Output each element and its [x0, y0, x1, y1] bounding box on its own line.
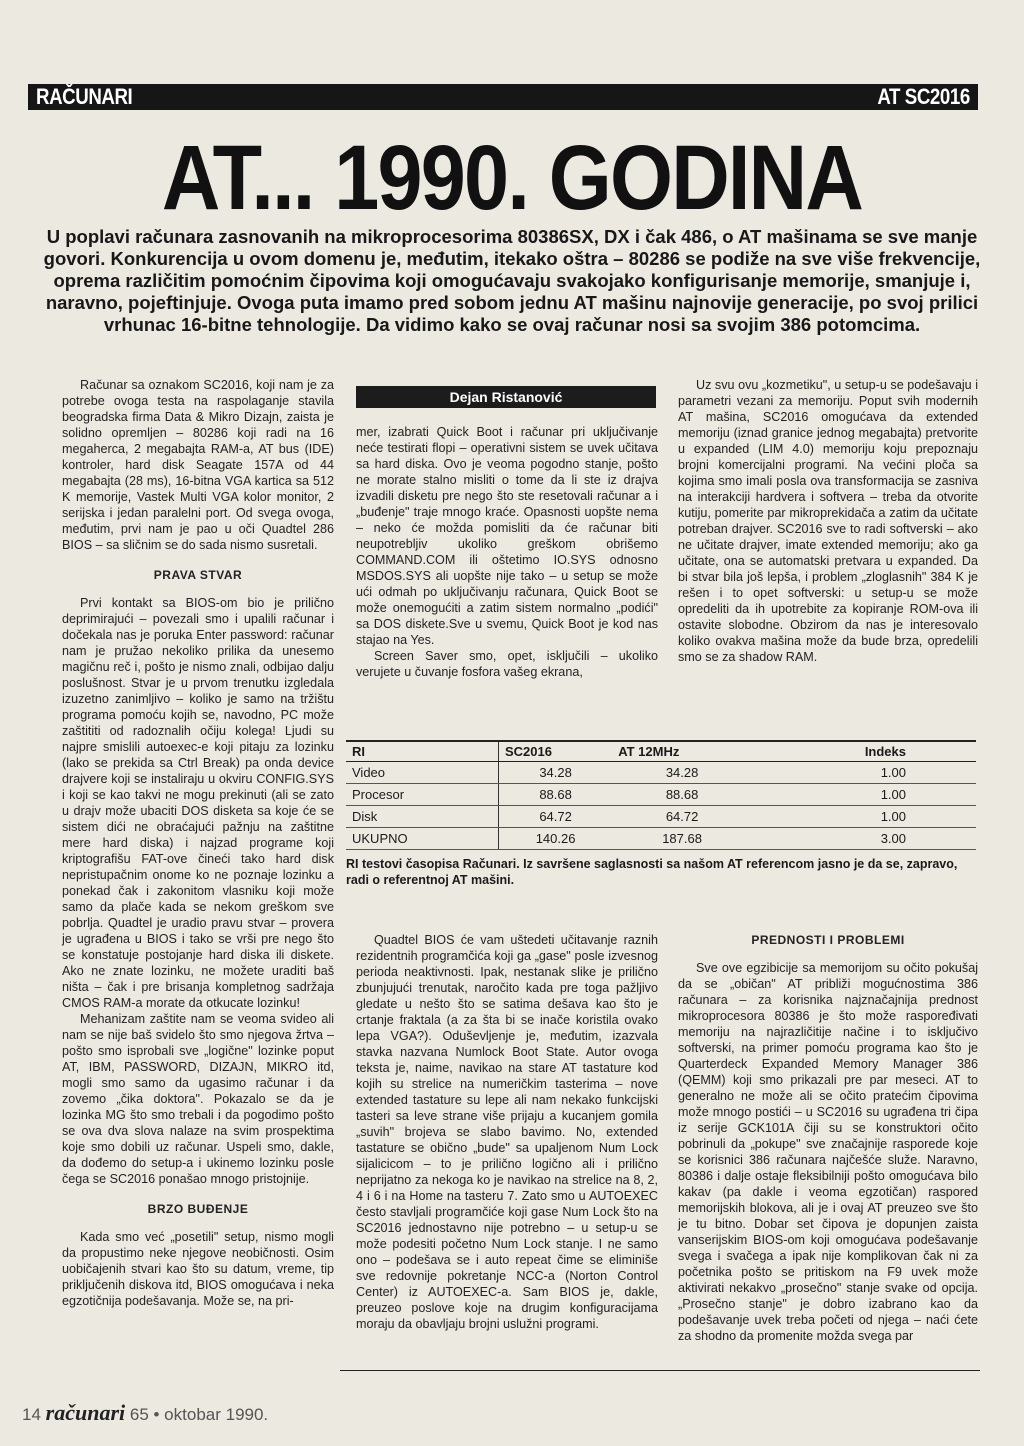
author-byline: Dejan Ristanović	[356, 386, 656, 408]
table-header: Indeks	[752, 741, 976, 762]
table-cell: 187.68	[612, 828, 752, 850]
issue-info: 65 • oktobar 1990.	[129, 1405, 269, 1424]
paragraph: Kada smo već „posetili" setup, nismo mogli da propustimo neke njegove neobičnosti. Osim uobičajenih stvari kao što su datum, vreme, tip priključenih diskova itd, BIOS omogućava i neka egzotičnija podešavanja. Može se, na pri-	[62, 1230, 334, 1308]
table-row	[346, 828, 976, 850]
subheading: PRAVA STVAR	[153, 568, 243, 582]
paragraph: Mehanizam zaštite nam se veoma svideo ali nam se nije baš svidelo što smo njegova žrtva – pošto smo isprobali sve „logične" lozinke poput AT, IBM, PASSWORD, DIZAJN, MIKRO itd, mogli smo samo da ugasimo računar i da zovemo „čika doktora". Pokazalo se da je lozinka MG što smo trebali i da pogodimo pošto se ova dva slova nalaze na svim prospektima koje smo dobili uz računar. Uspeli smo, dakle, da dođemo do setup-a i ukinemo lozinku posle čega se SC2016 ponašao mnogo pristojnije.	[62, 1012, 334, 1186]
table-cell: 64.72	[612, 806, 752, 828]
table-cell: 3.00	[752, 828, 976, 850]
article-lead: U poplavi računara zasnovanih na mikroprocesorima 80386SX, DX i čak 486, o AT mašinama se sve manje govori. Konkurencija u ovom domenu je, međutim, itekako oštra – 80286 se podiže na sve više frekvencije, oprema različitim pomoćnim čipovima koji omogućavaju svakojako konfigurisanje memorije, smanjuje i, naravno, pojeftinjuje. Ovoga puta imamo pred sobom jednu AT mašinu najnovije generacije, po svoj prilici vrhunac 16-bitne tehnologije. Da vidimo kako se ovaj računar nosi sa svojim 386 potomcima.	[43, 226, 981, 335]
benchmark-table	[346, 740, 976, 850]
column-1	[62, 377, 334, 1309]
table-header: SC2016	[499, 741, 613, 762]
paragraph: Prvi kontakt sa BIOS-om bio je prilično deprimirajući – povezali smo i upalili računar i dočekala nas je poruka Enter password: računar nam je pružao nekoliko prilika da unesemo magičnu reč i, pošto je nismo znali, odbijao dalju poslušnost. Stvar je u prvom trenutku izgledala izuzetno zanimljivo – koliko je samo na tržištu programa pomoću kojih se, navodno, PC može zaštititi od radoznalih očiju kolega! Ljudi su najpre smislili autoexec-e koji pitaju za lozinku (lako se prekida sa Ctrl Break) pa onda device drajvere koji se instaliraju u okviru CONFIG.SYS i koji se kao takvi ne mogu prekinuti (ali se zato u drajv može ubaciti DOS disketa sa koje će se sistem dići ne obraćajući pažnju na zaštitne mere hard diska) i najzad programe koji kriptografišu FAT-ove čineći tako hard disk nepristupačnim onome ko ne poznaje lozinku a ponekad čak i zakonitom vlasniku koji može samo da plače kada se nekom greškom sve pobrlja. Quadtel je uradio pravu stvar – provera je ugrađena u BIOS i tako se vrši pre nego što se konstatuje postojanje hard diska ili diskete. Ako ne znate lozinku, ne možete uraditi baš ništa – čak i pre brisanja kompletnog sadržaja CMOS RAM-a morate da otkucate lozinku!	[62, 596, 334, 1010]
product-label: AT SC2016	[877, 84, 970, 109]
paragraph: Računar sa oznakom SC2016, koji nam je za potrebe ovoga testa na raspolaganje stavila beogradska firma Data & Mikro Dizajn, zaista je solidno opremljen – 80286 koji radi na 16 megaherca, 2 megabajta RAM-a, AT bus (IDE) kontroler, hard disk Seagate 157A od 44 megabajta (28 ms), 16-bitna VGA kartica sa 512 K memorije, Vastek Multi VGA kolor monitor, 2 serijska i jedan paralelni port. Od svega ovoga, međutim, prvi nam je pao u oči Quadtel 286 BIOS – sa sličnim se do sada nismo susretali.	[62, 378, 334, 552]
table-cell: 34.28	[499, 762, 613, 784]
table-cell: 88.68	[612, 784, 752, 806]
paragraph: Screen Saver smo, opet, isključili – ukoliko verujete u čuvanje fosfora vašeg ekrana,	[356, 649, 658, 679]
benchmark-table-wrap	[346, 740, 976, 850]
table-cell: Video	[346, 762, 499, 784]
paragraph: Quadtel BIOS će vam uštedeti učitavanje raznih rezidentnih programčića koji ga „gase" posle izvesnog perioda neaktivnosti. Ipak, nestanak slike je prilično zbunjujući trenutak, naročito kada pre toga pažljivo gledate u nešto što se satima dešava kao što je crtanje fraktala (a za šta bi se inače koristila ovako lepa VGA?). Oduševljenje je, međutim, izazvala stavka nazvana Numlock Boot State. Autor ovoga teksta je, naime, navikao na stare AT tastature kod kojih su strelice na numeričkim tasterima – nove extended tastature su lepe ali nam nekako funkcijski tasteri sa leve strane više prijaju a kucanjem gomila „suvih" brojeva se slabo bavimo. No, extended tastature se obično „bude" sa upaljenom Num Lock sijalicicom – to je prilično logično ali i prilično neprijatno za nekoga ko je navikao na strelice na 8, 2, 4 i 6 i na Home na tasteru 7. Zato smo u AUTOEXEC često stavljali programčiće koji gase Num Lock što na SC2016 jednostavno nije potrebno – u setup-u se može podesiti početno Num Lock stanje. I ne samo ono – podešava se i auto repeat čime se eliminiše sve redovnije pokretanje NCC-a (Norton Control Center) iz AUTOEXEC-a. Sam BIOS je, dakle, preuzeo poslove koje na drugim konfiguracijama moraju da obavljaju brojni uslužni programi.	[356, 933, 658, 1331]
table-cell: 1.00	[752, 762, 976, 784]
subheading: PREDNOSTI I PROBLEMI	[751, 933, 905, 947]
table-cell: 34.28	[612, 762, 752, 784]
section-header-bar	[28, 84, 978, 110]
column-3-lower	[678, 932, 978, 1344]
article-title: AT... 1990. GODINA	[161, 127, 863, 229]
page-number: 14	[22, 1405, 41, 1424]
table-header-row	[346, 741, 976, 762]
table-cell: 64.72	[499, 806, 613, 828]
table-cell: Disk	[346, 806, 499, 828]
table-cell: 88.68	[499, 784, 613, 806]
table-header: AT 12MHz	[612, 741, 752, 762]
table-row	[346, 784, 976, 806]
table-cell: Procesor	[346, 784, 499, 806]
paragraph: mer, izabrati Quick Boot i računar pri uključivanje neće testirati flopi – operativni sistem se uvek učitava sa hard diska. Ovo je veoma pogodno stanje, pošto ne morate stalno misliti o tome da li ste iz drajva izvadili disketu pre nego što ste resetovali računar a i „buđenje" traje mnogo kraće. Opasnosti uopšte nema – neko će možda pomisliti da će računar biti neupotrebljiv ukoliko greškom obrišemo COMMAND.COM ili oštetimo IO.SYS odnosno MSDOS.SYS ali uopšte nije tako – u setup se može ući odmah po uključivanju računara, Quick Boot se može onemogućiti a zatim sistem normalno „podići" sa DOS diskete.Sve u svemu, Quick Boot je kod nas stajao na Yes.	[356, 425, 658, 647]
table-cell: 140.26	[499, 828, 613, 850]
page-footer	[22, 1400, 268, 1426]
table-row	[346, 762, 976, 784]
table-cell: 1.00	[752, 806, 976, 828]
table-cell: 1.00	[752, 784, 976, 806]
section-label: RAČUNARI	[36, 84, 133, 109]
magazine-logo: računari	[45, 1400, 126, 1425]
table-row	[346, 806, 976, 828]
column-2-lower	[356, 932, 658, 1332]
paragraph: Uz svu ovu „kozmetiku", u setup-u se podešavaju i parametri vezani za memoriju. Poput svih modernih AT mašina, SC2016 omogućava da extended memoriju (iznad granice jednog megabajta) pretvorite u expanded (LIM 4.0) memoriju koju prepoznaju brojni komercijalni programi. Na većini ploča sa kojima smo imali posla ova transformacija se zasniva na interakciji hardvera i softvera – treba da otvorite kutiju, pomerite par mikroprekidača a zatim da učitate potreban drajver. SC2016 sve to radi softverski – ako ne učitate drajver, imate extended memoriju; ako ga učitate, ona se automatski pretvara u expanded. Da bi stvar bila još lepša, i problem „zloglasnih" 384 K je rešen i to opet softverski: u setup-u se može opredeliti da ih upotrebite za kopiranje ROM-ova ili ostavite slobodne. Obzirom da nas je interesovalo koliko ovakva mašina može da bude brza, opredelili smo se za shadow RAM.	[678, 378, 978, 664]
subheading: BRZO BUĐENJE	[147, 1202, 249, 1216]
table-caption: RI testovi časopisa Računari. Iz savršene saglasnosti sa našom AT referencom jasno je da se, zapravo, radi o referentnoj AT mašini.	[346, 857, 958, 887]
paragraph: Sve ove egzibicije sa memorijom su očito pokušaj da se „običan" AT približi mogućnostima 386 računara – za korisnika najznačajnija prednost mikroprocesora 80386 je što može raspoređivati memoriju na najrazličitije načine i to isključivo softverski, na primer pomoću programa kao što je Quarterdeck Expanded Memory Manager 386 (QEMM) koji smo prikazali pre par meseci. AT to generalno ne može ali se očito pratećim čipovima može mnogo postići – u SC2016 su ugrađena tri čipa iz serije GCK101A čiji su se konstruktori očito pobrinuli da „pokupe" sve značajnije rasporede koje se korisnici 386 računara najčešće služe. Naravno, 80386 i dalje ostaje fleksibilniji pošto omogućava bilo kakav (pa dakle i veoma egzotičan) raspored memorijskih blokova, ali je i ovaj AT preuzeo sve što je tu bitno. Dobar set čipova je dopunjen zaista vanserijskim BIOS-om koji omogućava podešavanje svega i svačega a ipak nije komplikovan čak ni za početnika pošto se pritiskom na F9 uvek može aktivirati nekakvo „prosečno" stanje svake od opcija. „Prosečno stanje" je dobro izabrano kao da podešavanje uvek treba početi od njega – naći ćete za shodno da promenite možda svega par	[678, 961, 978, 1343]
column-2	[356, 424, 658, 680]
table-cell: UKUPNO	[346, 828, 499, 850]
footer-rule	[340, 1370, 980, 1371]
column-3	[678, 377, 978, 665]
table-header: RI	[346, 741, 499, 762]
